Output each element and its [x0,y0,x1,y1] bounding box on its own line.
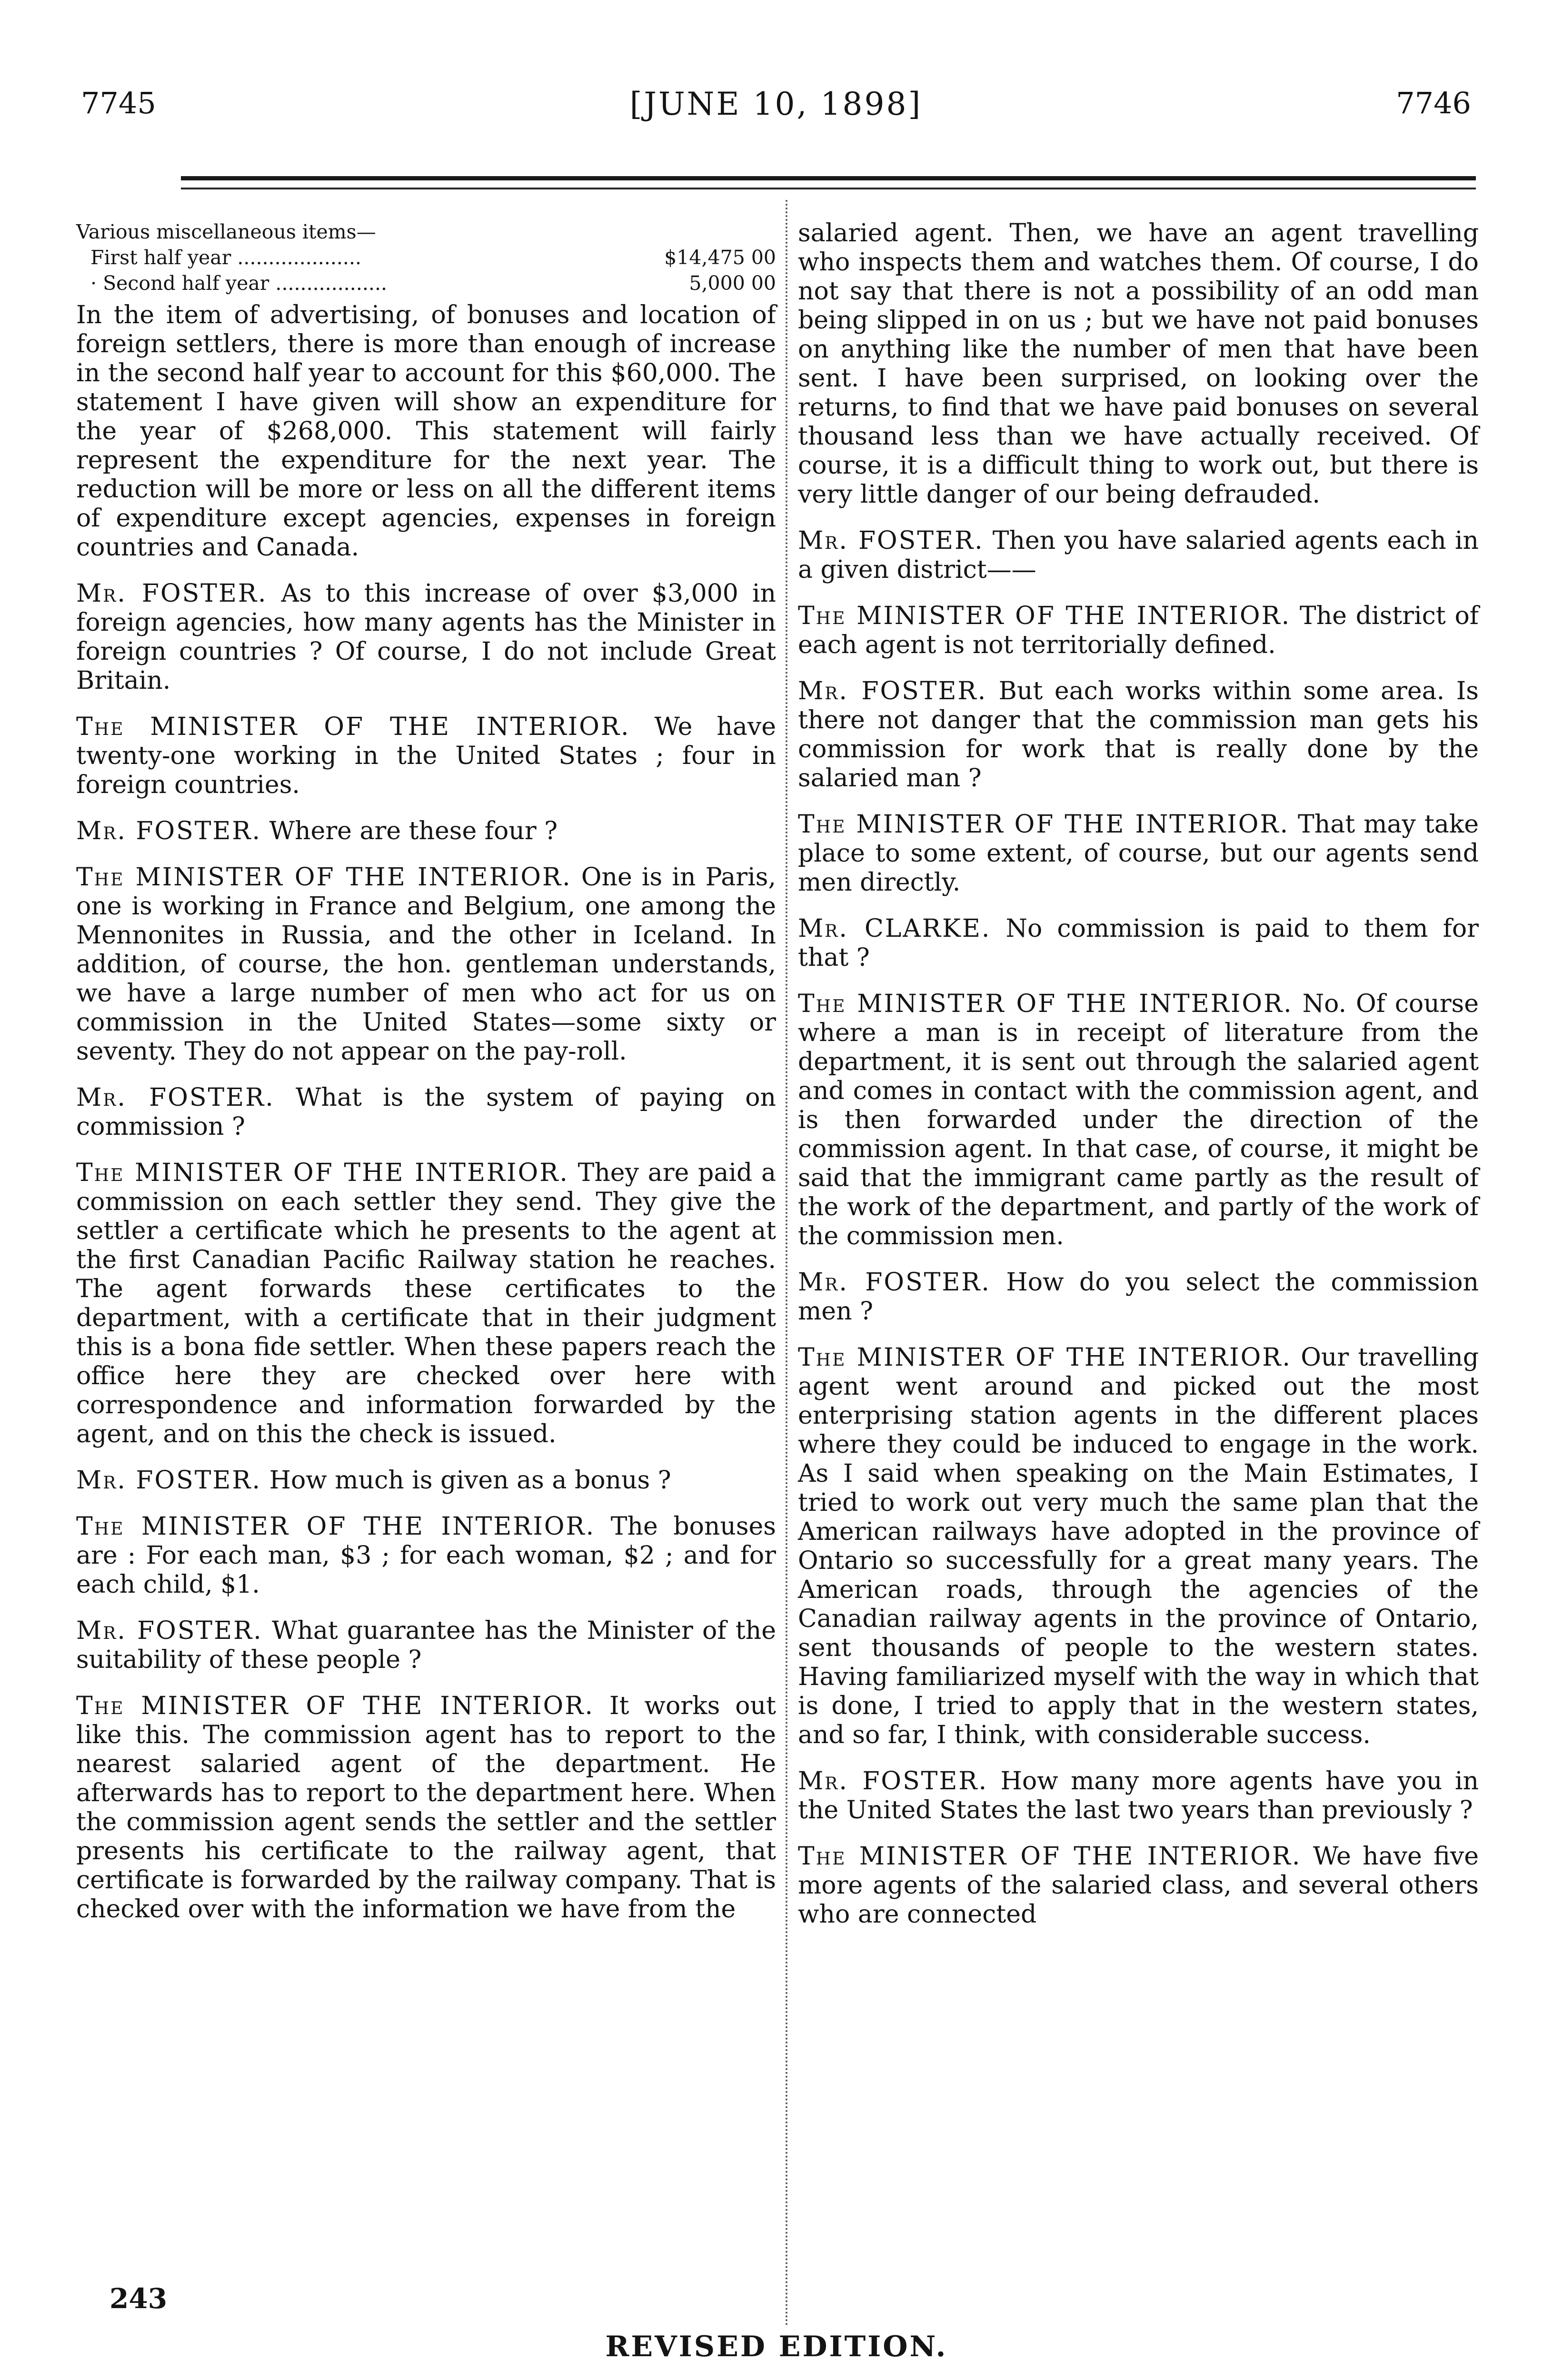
speaker-name: The MINISTER OF THE INTERIOR. [798,602,1291,630]
header-rule-thin [181,188,1476,189]
paragraph-text: The bonuses are : For each man, $3 ; for each woman, $2 ; and for each child, $1. [76,1512,776,1599]
page-header [81,86,1471,148]
left-column [76,219,776,1941]
speaker-name: Mr. FOSTER. [76,1466,262,1495]
speaker-name: Mr. FOSTER. [76,1616,263,1645]
paragraph [798,1842,1479,1929]
paragraph [798,677,1479,793]
paragraph [76,301,776,562]
table-title: Various miscellaneous items— [76,220,376,243]
speaker-name: The MINISTER OF THE INTERIOR. [76,1159,569,1187]
paragraph-text: Our travelling agent went around and picked out the most enterprising station agents in the different places where they could be induced to engage in the work. As I said when speaking on the Main Estimates, I tried to work out very much the same plan that the American railways have adopted in the province of Ontario so successfully for a great many years. The American roads, through the agencies of the Canadian railway agents in the province of Ontario, sent thousands of people to the western states. Having familiarized myself with the way in which that is done, I tried to apply that in the western states, and so far, I think, with considerable success. [798,1343,1479,1749]
paragraph [76,1466,776,1495]
page-number-footer: 243 [110,2282,168,2315]
paragraph-text: That may take place to some extent, of course, but our agents send men directly. [798,810,1479,897]
paragraph [798,1767,1479,1825]
table-row [76,245,776,270]
paragraph [76,863,776,1066]
right-column [798,219,1479,1946]
paragraph-text: They are paid a commission on each settler they send. They give the settler a certificate which he presents to the agent at the first Canadian Pacific Railway station he reaches. The agent forwards these certificates to the department, with a certificate that in their judgment this is a bona fide settler. When these papers reach the office here they are checked over here with correspondence and information forwarded by the agent, and on this the check is issued. [76,1159,776,1448]
paragraph [798,1268,1479,1326]
speaker-name: Mr. FOSTER. [798,526,984,555]
paragraph [798,602,1479,660]
paragraph-text: salaried agent. Then, we have an agent travelling who inspects them and watches them. Of course, I do not say that there is not a possibility of an odd man being slipped in on us ; but we have not paid bonuses on anything like the number of men that have been sent. I have been surprised, on looking over the returns, to find that we have paid bonuses on several thousand less than we have actually received. Of course, it is a difficult thing to work out, but there is very little danger of our being defrauded. [798,219,1479,509]
paragraph-text: The district of each agent is not territorially defined. [798,602,1479,659]
paragraph-text: We have twenty-one working in the United States ; four in foreign countries. [76,713,776,799]
paragraph [76,1159,776,1449]
right-page-number: 7746 [1396,86,1471,120]
paragraph [798,1343,1479,1750]
paragraph [798,810,1479,897]
paragraph-text: Then you have salaried agents each in a given district—— [798,526,1479,584]
speaker-name: Mr. CLARKE. [798,914,991,943]
column-divider [786,200,787,2328]
paragraph [76,1616,776,1675]
misc-items-table [76,219,776,296]
speaker-name: Mr. FOSTER. [76,817,262,845]
table-row-value: 5,000 00 [689,272,776,295]
speaker-name: The MINISTER OF THE INTERIOR. [798,1343,1292,1372]
paragraph-text: Where are these four ? [261,817,558,845]
speaker-name: Mr. FOSTER. [76,1083,275,1112]
table-row [76,270,776,296]
paragraph-text: We have five more agents of the salaried class, and several others who are connected [798,1842,1479,1929]
paragraph-text: But each works within some area. Is there not danger that the commission man gets his commission for work that is really done by the salaried man ? [798,677,1479,793]
table-row-label: First half year .................... [90,246,362,269]
header-date: [JUNE 10, 1898] [629,86,923,122]
table-row-value: $14,475 00 [664,246,776,269]
speaker-name: Mr. FOSTER. [798,1268,991,1297]
edition-label: REVISED EDITION. [605,2330,948,2363]
paragraph [76,579,776,695]
paragraph-text: How do you select the commission men ? [798,1268,1479,1326]
paragraph-text: No. Of course where a man is in receipt of literature from the department, it is sent out through the salaried agent and comes in contact with the commission agent, and is then forwarded under the direction of the commission agent. In that case, of course, it might be said that the immigrant came partly as the result of the work of the department, and partly of the work of the commission men. [798,990,1479,1250]
paragraph [76,1083,776,1141]
right-paragraphs [798,219,1479,1929]
speaker-name: The MINISTER OF THE INTERIOR. [76,713,630,741]
paragraph [76,713,776,800]
table-row-label: · Second half year .................. [90,272,388,295]
paragraph-text: One is in Paris, one is working in France and Belgium, one among the Mennonites in Russia, and the other in Iceland. In addition, of course, the hon. gentleman understands, we have a large number of men who act for us on commission in the United States—some sixty or seventy. They do not appear on the pay-roll. [76,863,776,1066]
paragraph-text: How many more agents have you in the United States the last two years than previously ? [798,1767,1479,1825]
speaker-name: The MINISTER OF THE INTERIOR. [76,863,572,892]
paragraph-text: How much is given as a bonus ? [261,1466,671,1495]
speaker-name: The MINISTER OF THE INTERIOR. [76,1692,594,1720]
speaker-name: Mr. FOSTER. [798,677,987,705]
paragraph-text: No commission is paid to them for that ? [798,914,1479,972]
paragraph-text: What is the system of paying on commission ? [76,1083,776,1141]
left-paragraphs [76,301,776,1924]
speaker-name: Mr. FOSTER. [798,1767,988,1795]
speaker-name: The MINISTER OF THE INTERIOR. [798,990,1293,1018]
speaker-name: The MINISTER OF THE INTERIOR. [798,810,1290,839]
speaker-name: Mr. FOSTER. [76,579,268,608]
paragraph-text: It works out like this. The commission agent has to report to the nearest salaried agent of the department. He afterwards has to report to the department here. When the commission agent sends the settler and the settler presents his certificate to the railway agent, that certificate is forwarded by the railway company. That is checked over with the information we have from the [76,1692,776,1924]
paragraph [798,526,1479,585]
paragraph-text: What guarantee has the Minister of the suitability of these people ? [76,1616,776,1674]
paragraph [76,1512,776,1599]
paragraph-text: As to this increase of over $3,000 in foreign agencies, how many agents has the Minister in foreign countries ? Of course, I do not include Great Britain. [76,579,776,695]
paragraph-text: In the item of advertising, of bonuses and location of foreign settlers, there is more than enough of increase in the second half year to account for this $60,000. The statement I have given will show an expenditure for the year of $268,000. This statement will fairly represent the expenditure for the next year. The reduction will be more or less on all the different items of expenditure except agencies, expenses in foreign countries and Canada. [76,301,776,562]
speaker-name: The MINISTER OF THE INTERIOR. [798,1842,1302,1871]
paragraph [76,817,776,846]
left-page-number: 7745 [81,86,156,120]
speaker-name: The MINISTER OF THE INTERIOR. [76,1512,596,1541]
paragraph [76,1692,776,1924]
paragraph [798,990,1479,1251]
header-rule-thick [181,176,1476,180]
paragraph [798,914,1479,972]
paragraph [798,219,1479,509]
